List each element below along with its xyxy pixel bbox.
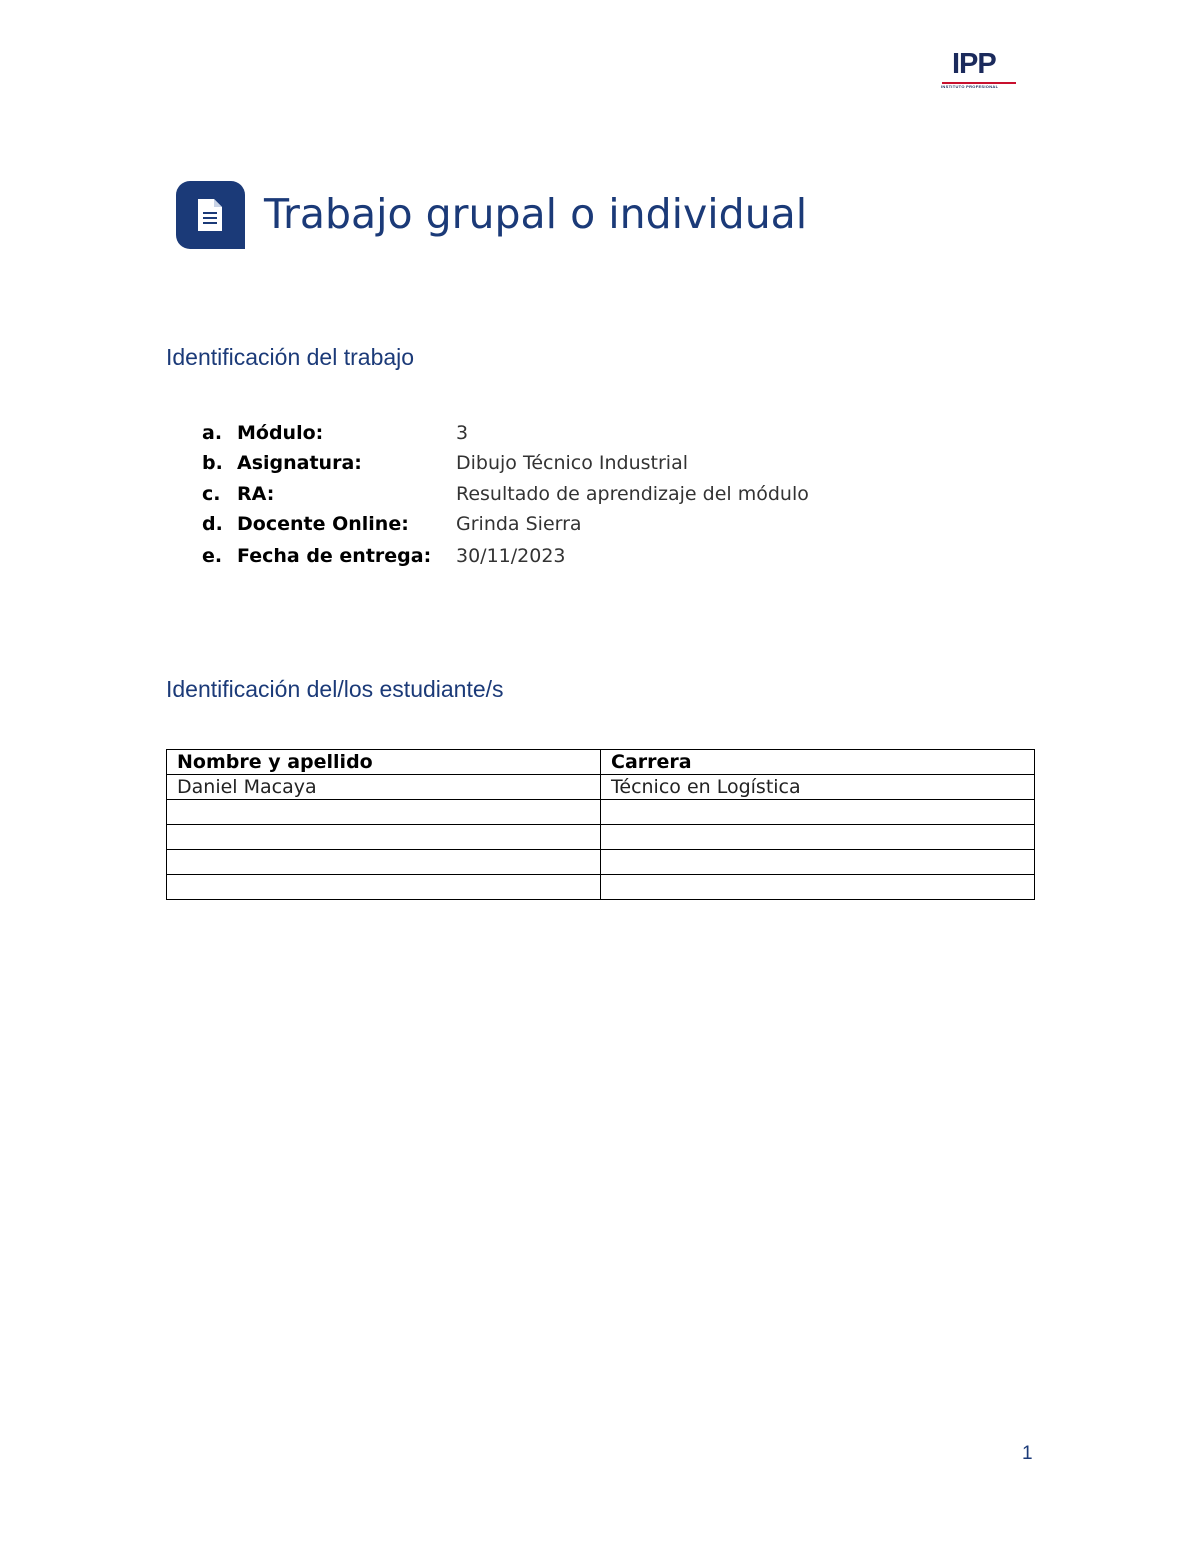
info-row-module	[202, 420, 902, 446]
section-heading-students: Identificación del/los estudiante/s	[166, 676, 504, 702]
table-row	[167, 775, 1035, 800]
logo-subtext: INSTITUTO PROFESIONAL	[941, 84, 999, 89]
info-value: 30/11/2023	[456, 545, 566, 567]
section-heading-work-id: Identificación del trabajo	[166, 344, 415, 370]
info-label: Docente Online:	[237, 513, 409, 535]
table-row	[167, 825, 1035, 850]
student-name-cell[interactable]	[167, 800, 601, 825]
document-title: Trabajo grupal o individual	[264, 190, 808, 238]
logo-text: IPP	[952, 48, 996, 80]
info-value: 3	[456, 422, 469, 444]
student-name-cell[interactable]	[167, 825, 601, 850]
info-value: Resultado de aprendizaje del módulo	[456, 483, 809, 505]
ipp-logo	[938, 46, 1020, 94]
page-number: 1	[1022, 1443, 1033, 1464]
table-row	[167, 800, 1035, 825]
table-row	[167, 850, 1035, 875]
info-letter: e.	[202, 545, 223, 567]
info-label: Asignatura:	[237, 452, 362, 474]
table-row	[167, 875, 1035, 900]
info-row-ra	[202, 481, 902, 507]
info-letter: b.	[202, 452, 223, 474]
document-icon	[176, 181, 245, 249]
student-name-cell[interactable]: Daniel Macaya	[167, 775, 601, 800]
student-career-cell[interactable]	[601, 875, 1035, 900]
info-label: RA:	[237, 483, 275, 505]
students-table	[166, 749, 1035, 900]
info-row-subject	[202, 450, 902, 476]
student-name-cell[interactable]	[167, 850, 601, 875]
student-career-cell[interactable]	[601, 825, 1035, 850]
table-header-row	[167, 750, 1035, 775]
info-value: Grinda Sierra	[456, 513, 582, 535]
info-row-teacher	[202, 511, 902, 537]
column-header-career: Carrera	[601, 750, 1035, 775]
info-label: Módulo:	[237, 422, 324, 444]
student-name-cell[interactable]	[167, 875, 601, 900]
info-row-due-date	[202, 543, 902, 569]
student-career-cell[interactable]	[601, 800, 1035, 825]
info-letter: c.	[202, 483, 221, 505]
info-letter: d.	[202, 513, 223, 535]
info-label: Fecha de entrega:	[237, 545, 432, 567]
student-career-cell[interactable]: Técnico en Logística	[601, 775, 1035, 800]
info-value: Dibujo Técnico Industrial	[456, 452, 689, 474]
student-career-cell[interactable]	[601, 850, 1035, 875]
info-letter: a.	[202, 422, 223, 444]
column-header-name: Nombre y apellido	[167, 750, 601, 775]
